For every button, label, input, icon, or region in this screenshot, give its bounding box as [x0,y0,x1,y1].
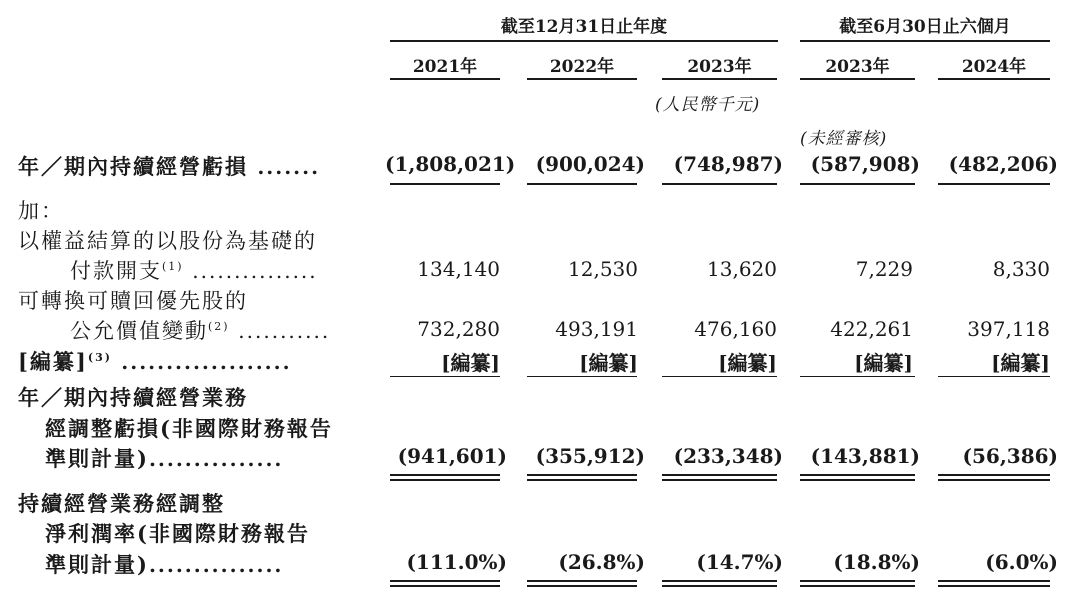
underline [938,376,1050,377]
underline [390,580,500,582]
underline [390,585,500,587]
year-header: 2022年 [549,57,615,77]
underline [527,479,637,481]
value-cell: 493,191 [555,317,638,341]
value-cell: (111.0%) [406,550,507,574]
value-cell: (26.8%) [558,550,645,574]
value-cell: (1,808,021) [385,152,516,176]
underline [938,474,1050,476]
underline [527,580,637,582]
value-cell: 397,118 [967,317,1050,341]
year-header: 2021年 [412,57,478,77]
period-header-annual: 截至12月31日止年度 [500,17,668,37]
row-label-add: 加： [18,199,64,223]
value-cell: 134,140 [417,257,500,281]
year-header: 2023年 [687,57,752,77]
underline [662,474,777,476]
value-cell: [編纂] [441,351,500,375]
value-cell: (900,024) [535,152,645,176]
row-label-share-based-2: 付款開支$^{(1)}$ ............... [70,259,318,283]
value-cell: [編纂] [718,351,777,375]
underline [527,376,637,377]
divider [800,78,915,80]
period-header-interim: 截至6月30日止六個月 [839,17,1011,37]
underline [527,474,637,476]
value-cell: (233,348) [673,444,783,468]
value-cell: (355,912) [535,444,645,468]
underline [390,183,500,185]
value-cell: (143,881) [810,444,920,468]
value-cell: 8,330 [992,257,1050,281]
value-cell: (56,386) [962,444,1058,468]
divider [390,40,778,42]
value-cell: 732,280 [417,317,500,341]
row-label-adjusted-loss-3: 準則計量)............... [45,446,284,471]
row-label-adjusted-margin-3: 準則計量)............... [45,552,284,577]
value-cell: 476,160 [694,317,777,341]
value-cell: (748,987) [673,152,783,176]
row-label-adjusted-margin: 持續經營業務經調整 [18,491,225,516]
underline [662,183,777,185]
divider [800,40,1050,42]
row-label-pref-shares: 可轉換可贖回優先股的 [18,289,248,313]
divider [527,78,637,80]
underline [938,183,1050,185]
row-label-redacted: [編纂]$^{(3)}$ ................... [18,349,292,374]
row-label-adjusted-loss: 年／期內持續經營業務 [18,385,248,410]
underline [800,376,915,377]
underline [662,585,777,587]
underline [662,580,777,582]
row-label-adjusted-loss-2: 經調整虧損(非國際財務報告 [45,416,333,441]
year-header: 2024年 [961,57,1027,77]
underline [938,479,1050,481]
value-cell: 12,530 [568,257,638,281]
underline [662,376,777,377]
underline [800,585,915,587]
value-cell: (587,908) [810,152,920,176]
underline [800,183,915,185]
row-label-loss: 年／期內持續經營虧損 ....... [18,154,321,179]
underline [800,474,915,476]
underline [527,585,637,587]
value-cell: [編纂] [854,351,913,375]
underline [662,479,777,481]
unit-note: (人民幣千元) [655,95,761,115]
value-cell: (941,601) [397,444,507,468]
divider [390,78,500,80]
divider [662,78,777,80]
underline [800,580,915,582]
value-cell: 7,229 [855,257,913,281]
value-cell: 13,620 [707,257,777,281]
value-cell: (14.7%) [696,550,783,574]
unaudited-note: (未經審核) [800,129,888,149]
value-cell: 422,261 [830,317,913,341]
underline [390,376,500,377]
underline [938,580,1050,582]
underline [390,474,500,476]
underline [527,183,637,185]
divider [938,78,1050,80]
value-cell: (6.0%) [985,550,1058,574]
row-label-pref-shares-2: 公允價值變動$^{(2)}$ ........... [70,319,331,343]
value-cell: (482,206) [948,152,1058,176]
year-header: 2023年 [825,57,890,77]
underline [800,479,915,481]
underline [390,479,500,481]
row-label-adjusted-margin-2: 淨利潤率(非國際財務報告 [45,521,310,546]
value-cell: [編纂] [991,351,1050,375]
value-cell: [編纂] [579,351,638,375]
row-label-share-based: 以權益結算的以股份為基礎的 [18,229,317,253]
underline [938,585,1050,587]
value-cell: (18.8%) [833,550,920,574]
